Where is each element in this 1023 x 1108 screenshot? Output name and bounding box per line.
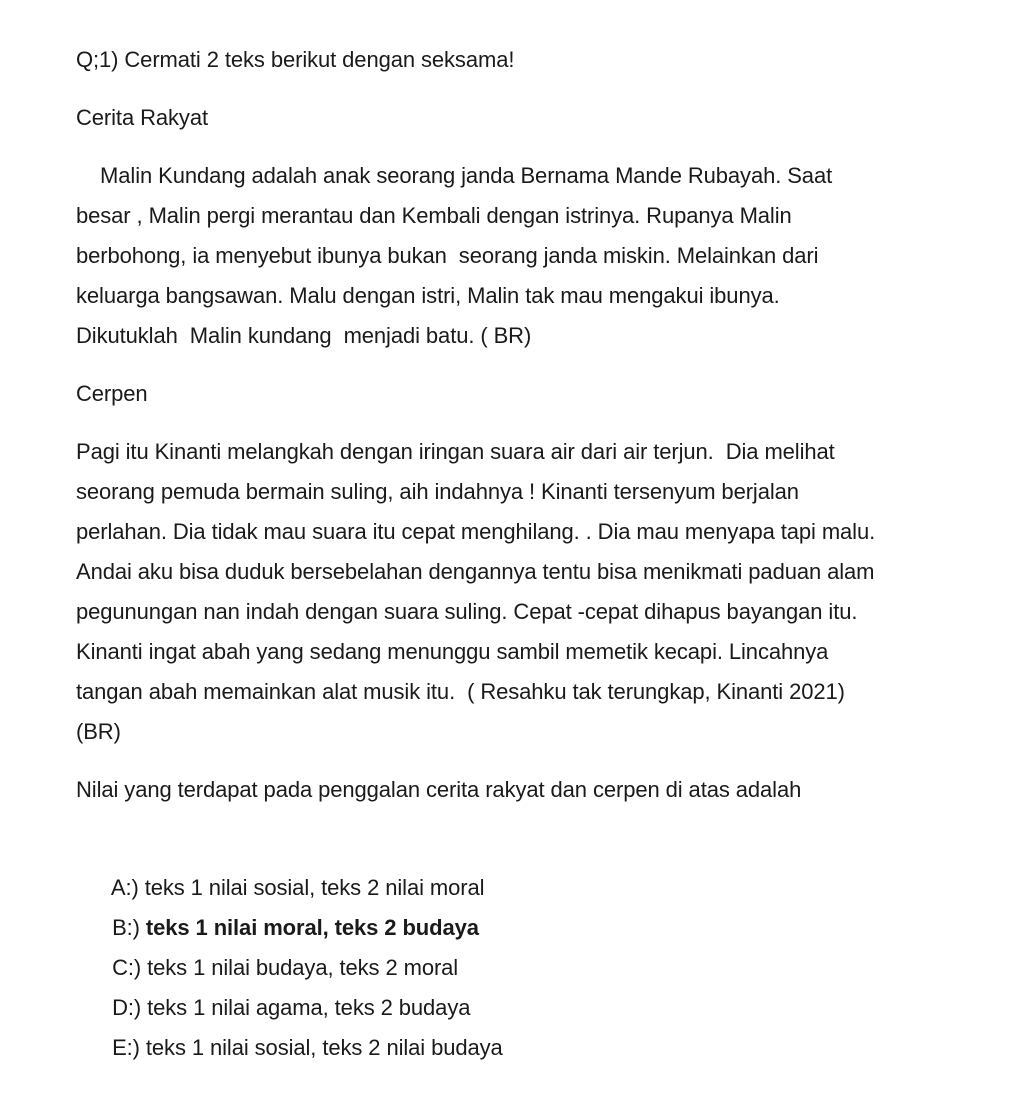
option-text: teks 1 nilai agama, teks 2 budaya [147, 995, 471, 1020]
option-text: teks 1 nilai moral, teks 2 budaya [145, 915, 479, 940]
question-prompt: Q;1) Cermati 2 teks berikut dengan seksama! [76, 47, 515, 72]
text2-heading: Cerpen [76, 381, 148, 406]
document-page [76, 40, 976, 1060]
option-prefix: E:) [112, 1035, 146, 1060]
option-prefix: C:) [112, 955, 148, 980]
option-prefix: D:) [112, 995, 148, 1020]
option-text: teks 1 nilai budaya, teks 2 moral [147, 955, 459, 980]
paragraph-line: berbohong, ia menyebut ibunya bukan seorang janda miskin. Melainkan dari [76, 243, 819, 268]
text2-paragraph [76, 432, 976, 752]
paragraph-line: keluarga bangsawan. Malu dengan istri, Malin tak mau mengakui ibunya. [76, 283, 780, 308]
paragraph-line: Pagi itu Kinanti melangkah dengan iringan suara air dari air terjun. Dia melihat [76, 439, 835, 464]
option-text: teks 1 nilai sosial, teks 2 nilai budaya [145, 1035, 503, 1060]
paragraph-line: seorang pemuda bermain suling, aih indahnya ! Kinanti tersenyum berjalan [76, 479, 799, 504]
paragraph-line: tangan abah memainkan alat musik itu. ( Resahku tak terungkap, Kinanti 2021) [76, 679, 845, 704]
paragraph-line: perlahan. Dia tidak mau suara itu cepat menghilang. . Dia mau menyapa tapi malu. [76, 519, 876, 544]
paragraph-line: (BR) [76, 719, 121, 744]
option-text: teks 1 nilai sosial, teks 2 nilai moral [144, 875, 485, 900]
option-a[interactable] [76, 828, 976, 900]
question-stem: Nilai yang terdapat pada penggalan cerita rakyat dan cerpen di atas adalah [76, 777, 802, 802]
paragraph-line: Dikutuklah Malin kundang menjadi batu. ( BR) [76, 323, 532, 348]
paragraph-line: Andai aku bisa duduk bersebelahan dengannya tentu bisa menikmati paduan alam [76, 559, 875, 584]
answer-options [76, 828, 976, 1060]
text1-paragraph [76, 156, 976, 356]
paragraph-line: Malin Kundang adalah anak seorang janda Bernama Mande Rubayah. Saat [76, 163, 833, 188]
option-prefix: A:) [110, 875, 145, 900]
paragraph-line: besar , Malin pergi merantau dan Kembali dengan istrinya. Rupanya Malin [76, 203, 792, 228]
paragraph-line: pegunungan nan indah dengan suara suling. Cepat -cepat dihapus bayangan itu. [76, 599, 858, 624]
option-prefix: B:) [112, 915, 146, 940]
text1-heading: Cerita Rakyat [76, 105, 208, 130]
paragraph-line: Kinanti ingat abah yang sedang menunggu sambil memetik kecapi. Lincahnya [76, 639, 829, 664]
